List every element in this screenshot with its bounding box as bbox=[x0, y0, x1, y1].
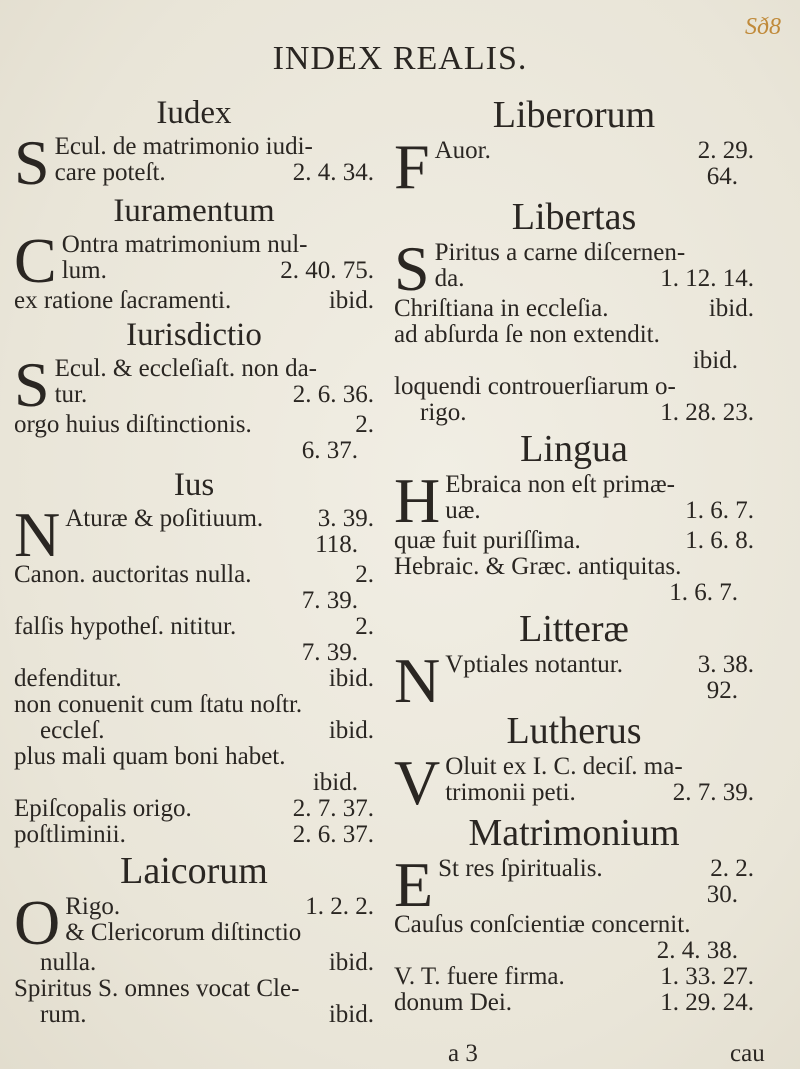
page-reference: 2. bbox=[355, 411, 374, 438]
heading-matrimonium: Matrimonium bbox=[468, 812, 680, 854]
entry-line: Spiritus S. omnes vocat Cle- bbox=[14, 975, 300, 1002]
entry-line: lum. bbox=[61, 257, 107, 284]
catchword: cau bbox=[730, 1040, 765, 1067]
drop-cap: E bbox=[394, 849, 434, 920]
left-column bbox=[14, 92, 374, 1028]
page-reference: 2. 7. 37. bbox=[292, 795, 374, 822]
page-reference: 7. 39. bbox=[301, 587, 358, 614]
page-reference: 1. 12. 14. bbox=[660, 265, 754, 292]
entry-line: Aturæ & poſitiuum. bbox=[65, 505, 264, 532]
entry-line: da. bbox=[434, 265, 465, 292]
running-head: INDEX REALIS. bbox=[272, 40, 528, 77]
page-reference: 6. 37. bbox=[301, 437, 358, 464]
entry-line: loquendi controuerſiarum o- bbox=[394, 373, 676, 400]
entry-iudex bbox=[14, 127, 374, 198]
entry-line: quæ fuit puriſſima. bbox=[394, 527, 581, 554]
entry-line: Canon. auctoritas nulla. bbox=[14, 561, 252, 588]
entry-lingua bbox=[394, 465, 754, 606]
entry-line: uæ. bbox=[445, 497, 481, 524]
corner-annotation: Sð8 bbox=[745, 14, 781, 40]
entry-line: Epiſcopalis origo. bbox=[14, 795, 192, 822]
entry-line: Oluit ex I. C. deciſ. ma- bbox=[445, 753, 683, 780]
page-reference: ibid. bbox=[708, 295, 754, 322]
page-reference: 1. 6. 7. bbox=[669, 579, 738, 606]
page-reference: 2. bbox=[355, 561, 374, 588]
page-reference: 118. bbox=[315, 531, 358, 558]
page-reference: 7. 39. bbox=[301, 639, 358, 666]
entry-line: Chriſtiana in eccleſia. bbox=[394, 295, 609, 322]
page-reference: 1. 6. 7. bbox=[685, 497, 754, 524]
heading-iurisdictio: Iurisdictio bbox=[126, 317, 262, 353]
entry-line: poſtliminii. bbox=[14, 821, 126, 848]
drop-cap: S bbox=[14, 127, 50, 198]
entry-line: Ebraica non eſt primæ- bbox=[445, 471, 676, 498]
entry-line: Ontra matrimonium nul- bbox=[61, 231, 308, 258]
entry-line: eccleſ. bbox=[40, 717, 105, 744]
entry-line: Ecul. de matrimonio iudi- bbox=[54, 133, 313, 160]
entry-line: orgo huius diſtinctionis. bbox=[14, 411, 252, 438]
page-reference: 1. 6. 8. bbox=[685, 527, 754, 554]
entry-line: trimonii peti. bbox=[445, 779, 576, 806]
entry-iurisdictio bbox=[14, 349, 374, 464]
page-reference: 2. 29. bbox=[697, 137, 754, 164]
page-reference: 2. 7. 39. bbox=[672, 779, 754, 806]
heading-liberorum: Liberorum bbox=[492, 94, 656, 136]
page-reference: 3. 38. bbox=[697, 651, 754, 678]
heading-iuramentum: Iuramentum bbox=[113, 193, 275, 229]
page-reference: ibid. bbox=[328, 665, 374, 692]
drop-cap: C bbox=[14, 225, 57, 296]
page-reference: 2. 6. 37. bbox=[292, 821, 374, 848]
entry-line: St res ſpiritualis. bbox=[438, 855, 603, 882]
entry-iuramentum bbox=[14, 225, 374, 314]
entry-lutherus bbox=[394, 747, 754, 818]
right-column bbox=[394, 92, 754, 1016]
signature-mark: a 3 bbox=[448, 1040, 478, 1067]
heading-ius: Ius bbox=[173, 467, 215, 503]
heading-iudex: Iudex bbox=[156, 95, 232, 131]
entry-line: care poteſt. bbox=[54, 159, 166, 186]
entry-line: nulla. bbox=[40, 949, 97, 976]
page-reference: 1. 28. 23. bbox=[660, 399, 754, 426]
entry-libertas bbox=[394, 233, 754, 426]
page-reference: 2. 4. 38. bbox=[656, 937, 738, 964]
entry-line: Piritus a carne diſcernen- bbox=[434, 239, 686, 266]
page-reference: 2. 40. 75. bbox=[280, 257, 374, 284]
entry-line: V. T. fuere firma. bbox=[394, 963, 565, 990]
entry-line: ad abſurda ſe non extendit. bbox=[394, 321, 660, 348]
entry-line: rigo. bbox=[420, 399, 467, 426]
entry-line: Auor. bbox=[434, 137, 491, 164]
drop-cap: S bbox=[14, 349, 50, 420]
page-reference: ibid. bbox=[328, 717, 374, 744]
drop-cap: N bbox=[394, 645, 441, 716]
page-reference: 2. 4. 34. bbox=[292, 159, 374, 186]
drop-cap: V bbox=[394, 747, 441, 818]
entry-line: tur. bbox=[54, 381, 88, 408]
entry-line: falſis hypotheſ. nititur. bbox=[14, 613, 237, 640]
drop-cap: N bbox=[14, 499, 61, 570]
entry-line: Rigo. bbox=[65, 893, 121, 920]
page-reference: ibid. bbox=[328, 1001, 374, 1028]
page-reference: 2. 6. 36. bbox=[292, 381, 374, 408]
entry-litterae bbox=[394, 645, 754, 716]
page-reference: 3. 39. bbox=[317, 505, 374, 532]
page-reference: ibid. bbox=[328, 949, 374, 976]
entry-line: Hebraic. & Græc. antiquitas. bbox=[394, 553, 682, 580]
drop-cap: S bbox=[394, 233, 430, 304]
entry-line: plus mali quam boni habet. bbox=[14, 743, 286, 770]
page-reference: 1. 29. 24. bbox=[660, 989, 754, 1016]
page-reference: ibid. bbox=[312, 769, 358, 796]
entry-ius bbox=[14, 499, 374, 848]
heading-laicorum: Laicorum bbox=[120, 850, 268, 892]
entry-line: ex ratione ſacramenti. bbox=[14, 287, 232, 314]
entry-liberorum bbox=[394, 131, 754, 202]
page-reference: 30. bbox=[706, 881, 738, 908]
page-reference: 64. bbox=[706, 163, 738, 190]
entry-line: non conuenit cum ſtatu noſtr. bbox=[14, 691, 303, 718]
page-reference: 2. bbox=[355, 613, 374, 640]
entry-matrimonium bbox=[394, 849, 754, 1016]
entry-line: defenditur. bbox=[14, 665, 122, 692]
heading-litterae: Litteræ bbox=[519, 608, 629, 650]
entry-line: Cauſus conſcientiæ concernit. bbox=[394, 911, 691, 938]
heading-libertas: Libertas bbox=[511, 196, 637, 238]
entry-laicorum bbox=[14, 887, 374, 1028]
entry-line: Vptiales notantur. bbox=[445, 651, 623, 678]
drop-cap: H bbox=[394, 465, 441, 536]
drop-cap: O bbox=[14, 887, 61, 958]
entry-line: Ecul. & eccleſiaſt. non da- bbox=[54, 355, 317, 382]
page-reference: ibid. bbox=[328, 287, 374, 314]
heading-lingua: Lingua bbox=[520, 428, 628, 470]
page-reference: 92. bbox=[706, 677, 738, 704]
page-reference: 1. 2. 2. bbox=[305, 893, 374, 920]
page-reference: 2. 2. bbox=[710, 855, 754, 882]
drop-cap: F bbox=[394, 131, 430, 202]
entry-line: donum Dei. bbox=[394, 989, 513, 1016]
page-reference: ibid. bbox=[692, 347, 738, 374]
page-reference: 1. 33. 27. bbox=[660, 963, 754, 990]
entry-line: & Clericorum diſtinctio bbox=[65, 919, 302, 946]
heading-lutherus: Lutherus bbox=[506, 710, 642, 752]
entry-line: rum. bbox=[40, 1001, 87, 1028]
